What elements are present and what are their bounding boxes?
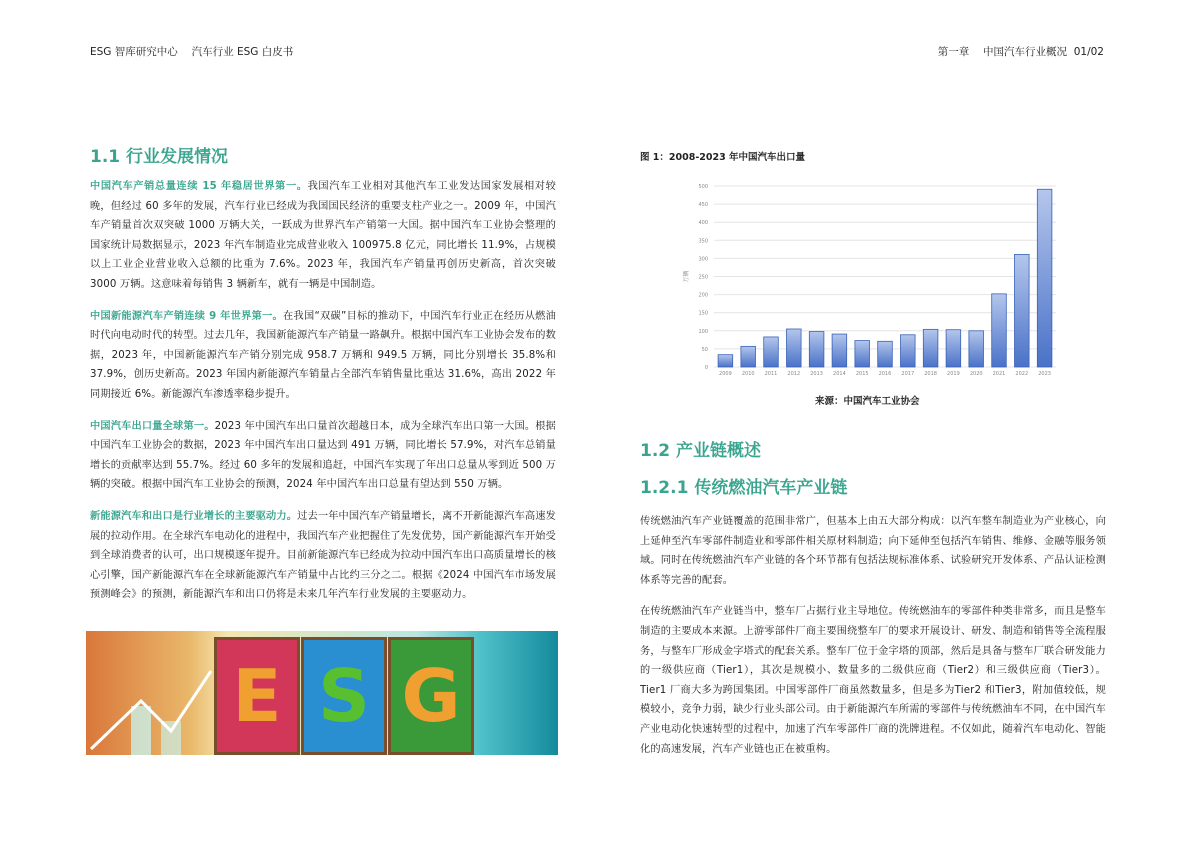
bar-2019 <box>946 330 961 367</box>
header-left: ESG 智库研究中心 汽车行业 ESG 白皮书 <box>90 46 294 58</box>
subsection-title-1-2-1: 1.2.1 传统燃油汽车产业链 <box>640 478 848 498</box>
bar-2020 <box>969 331 984 367</box>
x-tick-label: 2020 <box>969 371 983 377</box>
bar-2023 <box>1037 189 1052 367</box>
paragraph: 传统燃油汽车产业链覆盖的范围非常广，但基本上由五大部分构成：以汽车整车制造业为产业核心，向上延伸至汽车零部件制造业和零部件相关原材料制造；向下延伸至包括汽车销售、维修、金融等服务领域。同时在传统燃油汽车产业链的各个环节都有包括法规标准体系、试验研究开发体系、产品认证检测体系等完善的配套。 <box>640 516 1106 586</box>
y-tick-label: 350 <box>698 238 708 245</box>
paragraph-lead: 新能源汽车和出口是行业增长的主要驱动力。 <box>90 510 298 522</box>
x-tick-label: 2012 <box>787 371 801 377</box>
section-title-1-1: 1.1 行业发展情况 <box>90 147 229 167</box>
x-tick-label: 2017 <box>901 371 915 377</box>
bar-2017 <box>901 335 916 367</box>
paragraph-lead: 中国汽车产销总量连续 15 年稳居世界第一。 <box>90 181 308 192</box>
paragraph-lead: 中国汽车出口量全球第一。 <box>90 420 215 432</box>
esg-block-g: G <box>388 637 474 755</box>
bar-2012 <box>787 329 802 367</box>
x-tick-label: 2015 <box>855 371 869 377</box>
y-axis-label: 万辆 <box>683 270 690 283</box>
bar-2011 <box>764 337 779 367</box>
bar-2021 <box>992 294 1007 367</box>
bar-2010 <box>741 346 756 367</box>
y-tick-label: 150 <box>698 310 708 317</box>
paragraph: 在传统燃油汽车产业链当中，整车厂占据行业主导地位。传统燃油车的零部件种类非常多，而且是整车制造的主要成本来源。上游零部件厂商主要围绕整车厂的要求开展设计、研发、制造和销售等全流程服务，与整车厂形成金字塔式的配套关系。整车厂位于金字塔的顶部，然后是具备与整车厂联合研发能力的一级供应商（Tier1），其次是规模小、数量多的二级供应商（Tier2）和三级供应商（Tier3）。Tier1 厂商大多为跨国集团。中国零部件厂商虽然数量多，但是多为Tier2 和Tier3，附加值较低，规模较小，竞争力弱，缺少行业头部公司。由于新能源汽车所需的零部件与传统燃油车不同，在中国汽车产业电动化快速转型的过程中，加速了汽车零部件厂商的洗牌进程。不仅如此，随着汽车电动化、智能化的高速发展，汽车产业链也正在被重构。 <box>640 606 1106 755</box>
x-tick-label: 2016 <box>878 371 892 377</box>
y-tick-label: 50 <box>701 346 708 353</box>
paragraph-text: 过去一年中国汽车产销量增长，离不开新能源汽车高速发展的拉动作用。在全球汽车电动化的进程中，我国汽车产业把握住了先发优势，国产新能源汽车开始受到全球消费者的认可，出口规模逐年提升。目前新能源汽车已经成为拉动中国汽车出口高质量增长的核心引擎，国产新能源汽车在全球新能源汽车产销量中占比约三分之二。根据《2024 中国汽车市场发展预测峰会》的预测，新能源汽车和出口仍将是未来几年汽车行业发展的主要驱动力。 <box>90 510 557 601</box>
header-right: 第一章 中国汽车行业概况 01/02 <box>937 46 1104 58</box>
y-tick-label: 0 <box>704 365 708 371</box>
x-tick-label: 2023 <box>1038 371 1051 377</box>
x-tick-label: 2018 <box>924 371 937 377</box>
x-tick-label: 2019 <box>947 371 960 377</box>
paragraph-text: 在我国“双碳”目标的推动下，中国汽车行业正在经历从燃油时代向电动时代的转型。过去几年，我国新能源汽车产销量一路飙升。根据中国汽车工业协会发布的数据，2023 年，中国新能源汽车产销分别完成 958.7 万辆和 949.5 万辆，同比分别增长 35.8%和 37.9%，创历史新高。2023 年国内新能源汽车销量占全部汽车销售量比重达 31.6%，高出 2022 年同期接近 6%。新能源汽车渗透率稳步提升。 <box>90 310 556 400</box>
x-tick-label: 2009 <box>719 371 732 377</box>
x-tick-label: 2010 <box>741 371 755 377</box>
y-tick-label: 450 <box>698 202 708 209</box>
bar-2015 <box>855 341 870 367</box>
bar-2014 <box>832 334 847 367</box>
bar-2009 <box>718 355 733 367</box>
x-tick-label: 2013 <box>810 371 823 377</box>
paragraph <box>90 417 556 495</box>
left-column <box>90 142 556 617</box>
x-tick-label: 2011 <box>764 371 778 377</box>
paragraph <box>90 507 556 605</box>
growth-arrow-graphic <box>86 631 216 755</box>
y-tick-label: 200 <box>698 292 708 299</box>
y-tick-label: 500 <box>698 184 708 190</box>
paragraph-lead: 中国新能源汽车产销连续 9 年世界第一。 <box>90 310 284 322</box>
figure-caption: 图 1：2008-2023 年中国汽车出口量 <box>640 152 806 163</box>
esg-block-e: E <box>214 637 300 755</box>
paragraph-text: 我国汽车工业相对其他汽车工业发达国家发展相对较晚，但经过 60 多年的发展，汽车行业已经成为我国国民经济的重要支柱产业之一。2009 年，中国汽车产销量首次双突破 1000 万辆大关，一跃成为世界汽车产销第一大国。据中国汽车工业协会整理的国家统计局数据显示，2023 年汽车制造业完成营业收入 100975.8 亿元，同比增长 11.9%，占规模以上工业企业营业收入总额的比重为 7.6%。2023 年，我国汽车产销量再创历史新高，首次突破 3000 万辆。这意味着每销售 3 辆新车，就有一辆是中国制造。 <box>90 181 556 290</box>
y-tick-label: 100 <box>698 328 708 335</box>
x-tick-label: 2022 <box>1015 371 1029 377</box>
paragraph <box>90 177 556 295</box>
esg-blocks-image <box>86 631 558 755</box>
export-bar-chart <box>680 180 1060 380</box>
paragraph <box>90 307 556 405</box>
bar-2013 <box>809 332 824 367</box>
y-tick-label: 300 <box>698 256 708 263</box>
y-tick-label: 250 <box>698 274 708 281</box>
bar-2022 <box>1015 254 1030 367</box>
paragraph-text: 2023 年中国汽车出口量首次超越日本，成为全球汽车出口第一大国。根据中国汽车工业协会的数据，2023 年中国汽车出口量达到 491 万辆，同比增长 57.9%，对汽车总销量增长的贡献率达到 55.7%。经过 60 多年的发展和追赶，中国汽车实现了年出口总量从零到近 500 万辆的突破。根据中国汽车工业协会的预测，2024 年中国汽车出口总量有望达到 550 万辆。 <box>90 420 556 491</box>
bar-2018 <box>923 329 938 367</box>
esg-block-s: S <box>301 637 387 755</box>
right-column <box>640 436 1106 771</box>
section-title-1-2: 1.2 产业链概述 <box>640 441 762 461</box>
x-tick-label: 2021 <box>992 371 1006 377</box>
bar-2016 <box>878 341 893 367</box>
figure-source: 来源：中国汽车工业协会 <box>815 396 920 407</box>
x-tick-label: 2014 <box>833 371 846 377</box>
y-tick-label: 400 <box>698 220 708 227</box>
